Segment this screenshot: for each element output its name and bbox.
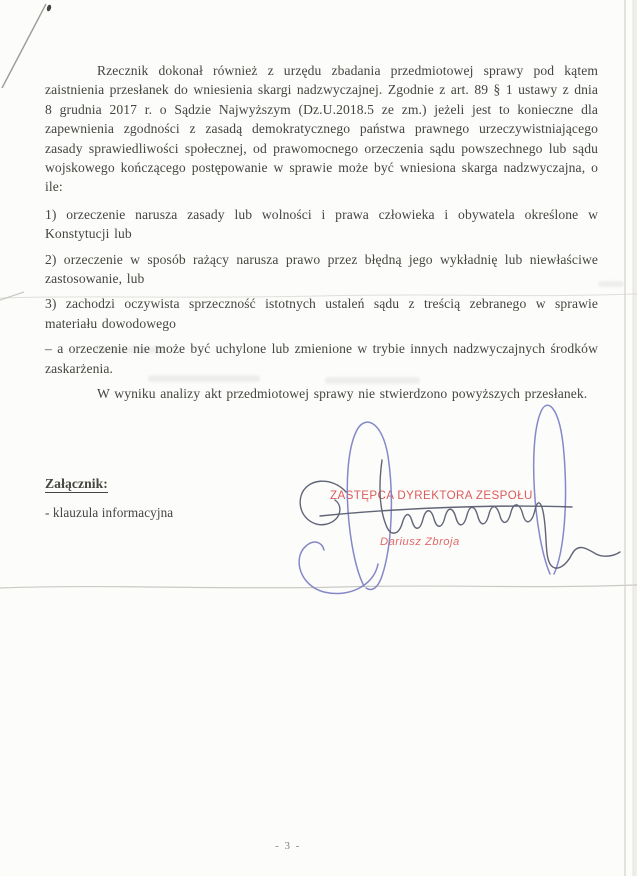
signature-right-loop — [534, 405, 566, 574]
attachment-heading-label: Załącznik: — [45, 476, 108, 491]
signature-bottom-left-sweep — [299, 542, 378, 593]
paragraph-conclusion: W wyniku analizy akt przedmiotowej sprawy nie stwierdzono powyższych przesłanek. — [97, 386, 588, 402]
scan-right-edge-shadow — [633, 0, 637, 876]
page-number: - 3 - — [275, 840, 301, 852]
signature-left-curl — [300, 481, 346, 525]
stamp-role-title: ZASTĘPCA DYREKTORA ZESPOŁU — [330, 489, 533, 502]
bleedthrough-smudge — [598, 281, 624, 287]
attachment-section — [45, 476, 173, 521]
list-item-2: 2) orzeczenie w sposób rażący narusza prawo przez błędną jego wykładnię lub niewłaściwe zastosowanie, lub — [45, 251, 598, 287]
attachment-item: - klauzula informacyjna — [45, 505, 174, 520]
signature-ink — [288, 396, 628, 601]
paragraph-intro: Rzecznik dokonał również z urzędu zbadania przedmiotowej sprawy pod kątem zaistnienia przesłanek do wniesienia skargi nadzwyczajnej. Zgodnie z art. 89 § 1 ustawy z dnia 8 grudnia 2017 r. o Sądzie Najwyższym (Dz.U.2018.5 ze zm.) jeżeli jest to konieczne dla zapewnienia zgodności z zasadą demokratycznego państwa prawnego urzeczywistniającego zasady sprawiedliwości społecznej, od prawomocnego orzeczenia sądu powszechnego lub sądu wojskowego kończącego postępowanie w sprawie może być wniesiona skarga nadzwyczajna, o ile: — [45, 63, 598, 195]
corner-fold-crease — [2, 4, 46, 88]
list-item-1: 1) orzeczenie narusza zasady lub wolności i prawa człowieka i obywatela określone w Konstytucji lub — [45, 206, 598, 242]
fold-crease-upper-left-tick — [0, 292, 24, 300]
document-body — [45, 61, 598, 410]
staple-mark — [46, 4, 52, 12]
list-item-3: 3) zachodzi oczywista sprzeczność istotnych ustaleń sądu z treścią zebranego w sprawie materiału dowodowego — [45, 296, 598, 331]
attachment-heading — [45, 476, 173, 492]
signature-left-loop — [347, 422, 391, 589]
stamp-person-name: Dariusz Zbroja — [380, 536, 460, 548]
dash-paragraph: – a orzeczenie nie może być uchylone lub zmienione w trybie innych nadzwyczajnych środków zaskarżenia. — [45, 341, 598, 376]
signature-squiggle — [380, 460, 620, 568]
